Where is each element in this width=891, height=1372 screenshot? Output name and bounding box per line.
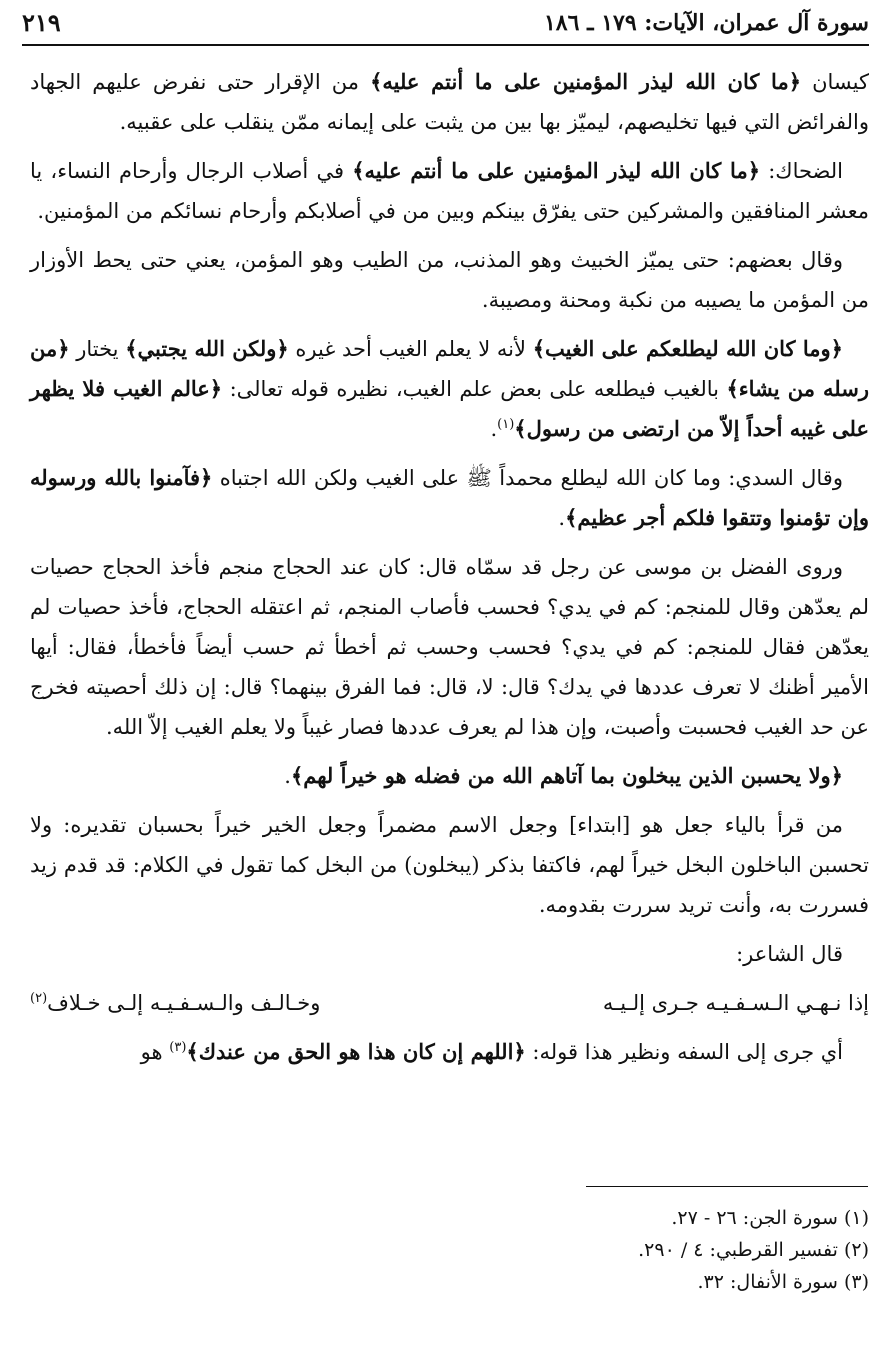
paragraph <box>30 458 869 538</box>
hemistich-text: وخـالـف والـسـفـيـه إلـى خـلاف <box>47 991 321 1015</box>
text-run: من الإقرار حتى نفرض عليهم الجهاد والفرائض التي فيها تخليصهم، ليميّز بها بين من يثبت على إيمانه ممّن ينقلب على عقبيه. <box>30 70 869 134</box>
text-run: كيسان <box>801 70 869 94</box>
running-title: سورة آل عمران، الآيات: ١٧٩ ـ ١٨٦ <box>543 10 869 36</box>
paragraph <box>30 1032 869 1072</box>
text-run: الضحاك: <box>760 159 843 183</box>
paragraph: وروى الفضل بن موسى عن رجل قد سمّاه قال: كان عند الحجاج منجم فأخذ الحجاج حصيات لم يعدّهن وقال للمنجم: كم في يدي؟ فحسب فأصاب المنجم، ثم اعتقله الحجاج، فأخذ حصيات لم يعدّهن فقال للمنجم: كم في يدي؟ فحسب وحسب ثم أخطأ ثم حسب أيضاً فأخطأ، فقال: أيها الأمير أظنك لا تعرف عددها في يدك؟ قال: لا، قال: فما الفرق بينهما؟ قال: إن ذلك أحصيته فخرج عن حد الغيب فحسبت وأصبت، وإن هذا لم يعرف عددها فصار غيباً ولا يعلم الغيب إلاّ الله. <box>30 555 869 739</box>
text-run: يختار <box>69 337 126 361</box>
quran-quote: ﴿من رسله من يشاء﴾ <box>30 336 869 401</box>
quran-quote: ﴿ولكن الله يجتبي﴾ <box>125 336 289 361</box>
poem-verse <box>30 983 869 1023</box>
paragraph <box>30 329 869 449</box>
footnote: (٣) سورة الأنفال: ٣٢. <box>697 1271 869 1293</box>
footnote-rule <box>586 1186 868 1187</box>
quran-quote: ﴿فآمنوا بالله ورسوله وإن تؤمنوا وتتقوا فلكم أجر عظيم﴾ <box>30 465 869 530</box>
text-run: . <box>490 417 498 441</box>
page-body <box>30 62 869 1081</box>
paragraph: من قرأ بالياء جعل هو [ابتداء] وجعل الاسم مضمراً وجعل الخير خيراً بحسبان تقديره: ولا تحسبن الباخلون البخل خيراً لهم، فاكتفا بذكر (يبخلون) من البخل كما تقول في الكلام: قد قدم زيد فسررت به، وأنت تريد سررت بقدومه. <box>30 813 869 917</box>
text-run: هو <box>140 1040 170 1064</box>
paragraph: قال الشاعر: <box>736 942 843 966</box>
paragraph: وقال بعضهم: حتى يميّز الخبيث وهو المذنب، من الطيب وهو المؤمن، يعني حتى يحط الأوزار من المؤمن ما يصيبه من نكبة ومحنة ومصيبة. <box>30 248 869 312</box>
page-number: ٢١٩ <box>22 8 61 37</box>
quran-quote: ﴿وما كان الله ليطلعكم على الغيب﴾ <box>532 336 843 361</box>
paragraph <box>30 62 869 142</box>
text-run: وقال السدي: وما كان الله ليطلع محمداً ﷺ على الغيب ولكن الله اجتباه <box>212 466 843 490</box>
hemistich-first: إذا نـهـي الـسـفـيـه جـرى إلـيـه <box>602 991 869 1015</box>
footnote: (١) سورة الجن: ٢٦ - ٢٧. <box>671 1207 869 1229</box>
quran-quote: ﴿عالم الغيب فلا يظهر على غيبه أحداً إلاّ من ارتضى من رسول﴾ <box>30 376 869 441</box>
text-run: . <box>284 764 291 788</box>
paragraph <box>30 756 869 796</box>
footnote-ref[interactable]: (٢) <box>30 991 48 1006</box>
footnote-ref[interactable]: (١) <box>497 417 515 432</box>
text-run: . <box>558 506 566 530</box>
quran-quote: ﴿اللهم إن كان هذا هو الحق من عندك﴾ <box>186 1039 526 1064</box>
footnote: (٢) تفسير القرطبي: ٤ / ٢٩٠. <box>638 1239 869 1261</box>
quran-quote: ﴿ما كان الله ليذر المؤمنين على ما أنتم عليه﴾ <box>370 69 802 94</box>
hemistich-second <box>30 983 320 1023</box>
footnote-ref[interactable]: (٣) <box>169 1040 187 1055</box>
page-header <box>22 4 869 44</box>
text-run: في أصلاب الرجال وأرحام النساء، يا معشر المنافقين والمشركين حتى يفرّق بينكم وبين من في أصلابكم وأرحام نسائكم من المؤمنين. <box>30 159 869 223</box>
text-run: لأنه لا يعلم الغيب أحد غيره <box>288 337 533 361</box>
quran-quote: ﴿ولا يحسبن الذين يبخلون بما آتاهم الله من فضله هو خيراً لهم﴾ <box>290 763 843 788</box>
quran-quote: ﴿ما كان الله ليذر المؤمنين على ما أنتم عليه﴾ <box>352 158 761 183</box>
text-run: بالغيب فيطلعه على بعض علم الغيب، نظيره قوله تعالى: <box>222 377 727 401</box>
text-run: أي جرى إلى السفه ونظير هذا قوله: <box>525 1040 843 1064</box>
header-rule <box>22 44 869 46</box>
paragraph <box>30 151 869 231</box>
footnotes <box>500 1202 869 1298</box>
